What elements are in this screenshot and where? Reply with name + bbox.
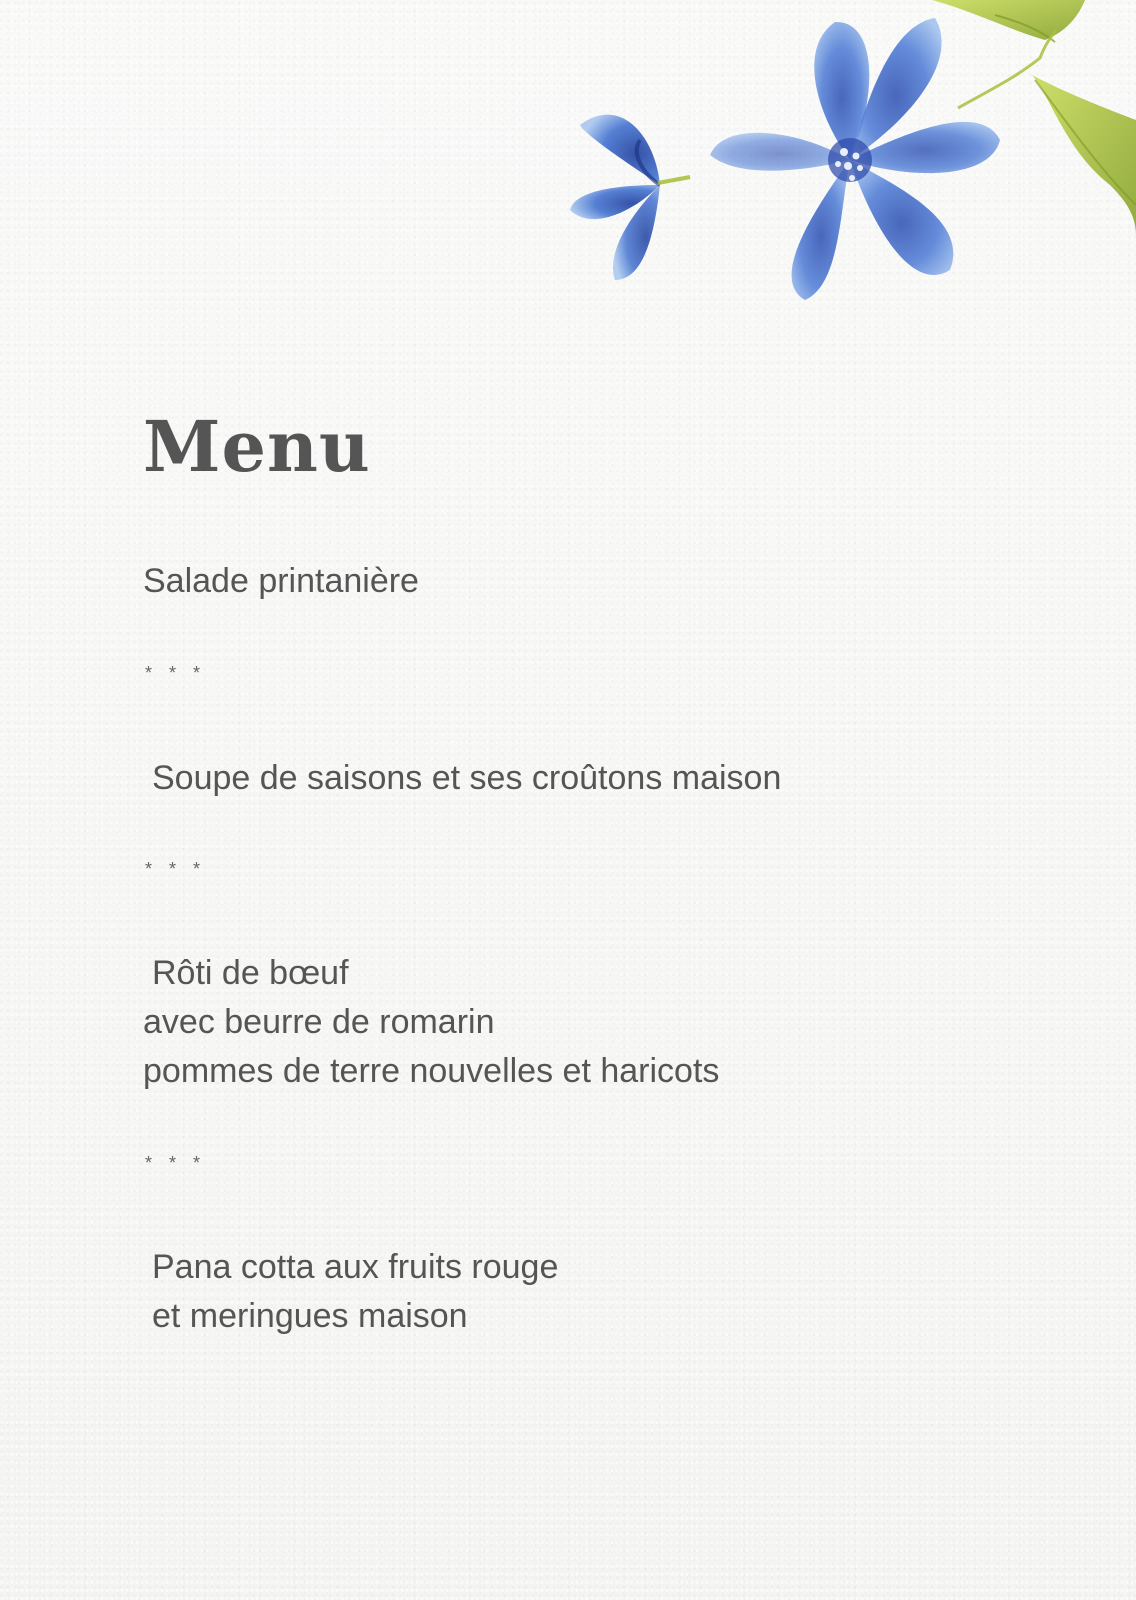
leaf-top [932, 0, 1085, 42]
course-main-line-1: Rôti de bœuf [152, 954, 349, 992]
large-blue-flower [710, 18, 1000, 300]
course-starter: Salade printanière [143, 562, 419, 600]
course-main-line-2: avec beurre de romarin [143, 1003, 495, 1041]
course-dessert-line-1: Pana cotta aux fruits rouge [152, 1248, 559, 1286]
stem [958, 30, 1056, 108]
course-dessert-line-2: et meringues maison [152, 1297, 468, 1335]
separator-stars: * * * [145, 1153, 207, 1173]
menu-title: Menu [143, 405, 371, 488]
separator-stars: * * * [145, 859, 207, 879]
course-soup: Soupe de saisons et ses croûtons maison [152, 759, 782, 797]
small-blue-flower [570, 115, 690, 280]
separator-stars: * * * [145, 663, 207, 683]
course-main-line-3: pommes de terre nouvelles et haricots [143, 1052, 720, 1090]
leaf-right [1032, 75, 1136, 235]
watercolor-flower-illustration [540, 0, 1136, 320]
